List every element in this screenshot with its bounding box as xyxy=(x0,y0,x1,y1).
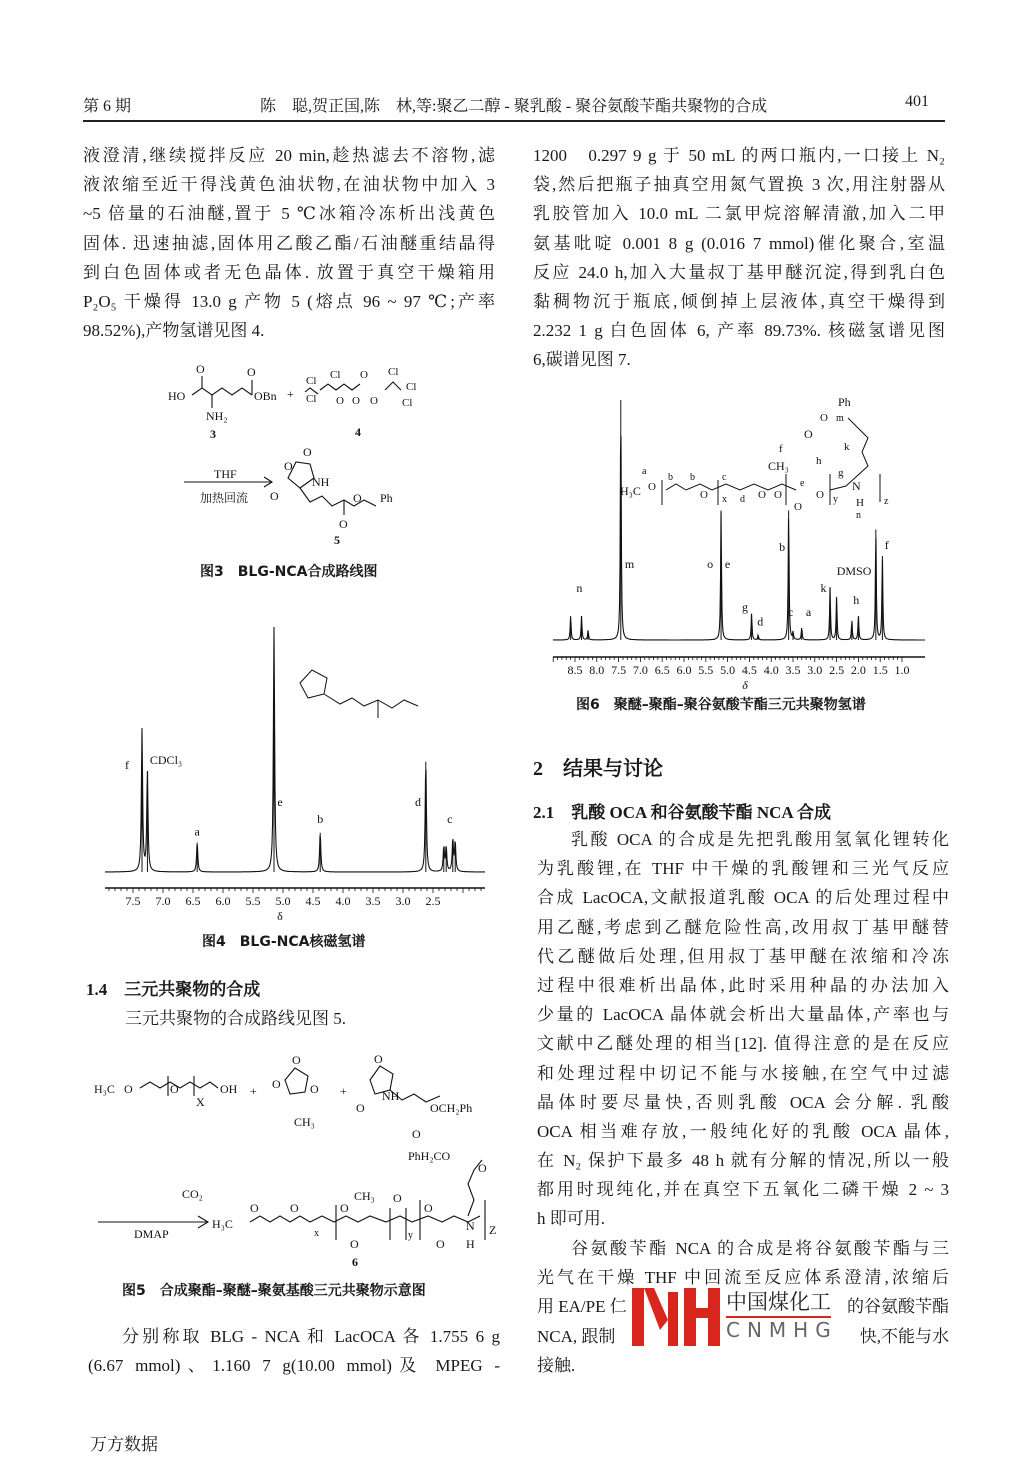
atom-label: O xyxy=(272,1077,281,1091)
text-line: 2.232 1 g 白色固体 6, 产率 89.73%. 核磁氢谱见图 xyxy=(533,321,945,341)
atom-label: Cl xyxy=(388,366,399,378)
subscript-label: y xyxy=(833,494,838,505)
text-line: (6.67 mmol)、1.160 7 g(10.00 mmol)及 MPEG - xyxy=(88,1356,500,1376)
x-tick-label: 6.5 xyxy=(654,663,670,677)
peak-label: g xyxy=(742,600,749,615)
peak-label: c xyxy=(447,812,453,826)
subscript-label: y xyxy=(408,1230,413,1241)
peak-label: d xyxy=(415,794,421,809)
text-line: 合成 LacOCA,文献报道乳酸 OCA 的后处理过程中 xyxy=(537,888,949,908)
atom-label: O xyxy=(336,395,344,407)
atom-label: NH₂ xyxy=(206,409,228,423)
figure-3-scheme xyxy=(150,360,450,555)
peak-label: n xyxy=(576,581,583,595)
peak-label: m xyxy=(624,557,635,571)
atom-label: Cl xyxy=(330,369,341,381)
atom-label: O xyxy=(700,489,708,501)
condition-label: 加热回流 xyxy=(200,491,249,505)
atom-label: O xyxy=(758,489,766,501)
atom-label: Ph xyxy=(380,491,393,505)
atom-label: Cl xyxy=(406,381,417,393)
compound-number: 4 xyxy=(355,425,361,439)
peak-label: e xyxy=(277,794,283,809)
text-line: 液浓缩至近干得浅黄色油状物,在油状物中加入 3 xyxy=(83,175,495,195)
peak-label: DMSO xyxy=(836,564,872,579)
figure-5-scheme xyxy=(90,1050,510,1270)
section-2-heading: 2 结果与讨论 xyxy=(533,758,663,780)
watermark-name: 中国煤化工 xyxy=(726,1286,831,1318)
x-tick-label: 3.0 xyxy=(395,894,411,908)
x-tick-label: 3.5 xyxy=(365,894,381,908)
proton-label: c xyxy=(722,472,727,483)
x-tick-label: 5.0 xyxy=(720,663,736,677)
x-tick-label: 6.0 xyxy=(215,894,231,908)
x-tick-label: 3.5 xyxy=(785,663,801,677)
x-axis-label: δ xyxy=(742,678,748,692)
atom-label: O xyxy=(424,1201,433,1215)
atom-label: O xyxy=(310,1082,319,1096)
text-fragment: 快,不能与水 xyxy=(859,1326,949,1346)
text-line: 都用时现纯化,并在真空下五氧化二磷干燥 2 ~ 3 xyxy=(537,1180,949,1200)
atom-label: O xyxy=(250,1201,259,1215)
x-tick-label: 4.0 xyxy=(335,894,351,908)
plus-sign: + xyxy=(250,1084,257,1098)
atom-label: CH₃ xyxy=(768,459,789,473)
section-2-1-heading: 2.1 乳酸 OCA 和谷氨酸苄酯 NCA 合成 xyxy=(533,803,831,822)
text-line: 为乳酸锂,在 THF 中干燥的乳酸锂和三光气反应 xyxy=(537,859,949,879)
left-paragraph-1 xyxy=(83,141,495,345)
atom-label: O xyxy=(340,1201,349,1215)
atom-label: O xyxy=(196,362,205,376)
atom-label: O xyxy=(339,517,348,531)
proton-label: b xyxy=(668,472,673,483)
figure-4-structure xyxy=(300,670,418,718)
peak-label: e xyxy=(724,557,731,571)
figure-6-caption: 图6 聚醚–聚酯–聚谷氨酸苄酯三元共聚物氢谱 xyxy=(576,697,866,713)
proton-label: n xyxy=(856,510,861,521)
peak-label: b xyxy=(779,540,786,555)
text-line: 6,碳谱见图 7. xyxy=(533,350,631,370)
atom-label: Cl xyxy=(402,397,413,409)
left-paragraph-2 xyxy=(88,1322,500,1380)
section-1-4-text: 三元共聚物的合成路线见图 5. xyxy=(125,1009,346,1028)
atom-label: NH xyxy=(382,1089,400,1103)
text-line: 文献中乙醚处理的相当[12]. 值得注意的是在反应 xyxy=(537,1034,949,1054)
text-line: 过程中很难析出晶体,此时采用种晶的办法加入 xyxy=(537,975,949,995)
text-line: 分别称取 BLG - NCA 和 LacOCA 各 1.755 6 g xyxy=(122,1327,500,1346)
proton-label: g xyxy=(838,467,844,479)
atom-label: O xyxy=(290,1201,299,1215)
x-tick-label: 8.0 xyxy=(589,663,605,677)
peak-label: h xyxy=(853,593,860,607)
atom-label: O xyxy=(303,445,312,459)
text-line: 代乙醚做后处理,但用叔丁基甲醚在浓缩和冷冻 xyxy=(537,946,949,966)
peak-label: o xyxy=(707,557,714,571)
atom-label: O xyxy=(370,395,378,407)
proton-label: d xyxy=(740,494,745,505)
text-line: 用乙醚,考虑到乙醚危险性高,改用叔丁基甲醚替 xyxy=(537,917,949,937)
text-line: 袋,然后把瓶子抽真空用氮气置换 3 次,用注射器从 xyxy=(533,175,945,195)
atom-label: CH₃ xyxy=(354,1189,375,1203)
peak-label: d xyxy=(757,614,764,629)
x-tick-label: 1.5 xyxy=(872,663,888,677)
x-tick-label: 7.0 xyxy=(632,663,648,677)
reagent-label: CO₂ xyxy=(182,1187,203,1201)
compound-number: 5 xyxy=(334,533,340,547)
atom-label: O xyxy=(478,1161,487,1175)
atom-label: O xyxy=(247,365,256,379)
footer-source: 万方数据 xyxy=(90,1435,158,1455)
x-tick-label: 1.0 xyxy=(894,663,910,677)
peak-label: a xyxy=(805,605,812,619)
atom-label: N xyxy=(852,479,861,493)
text-line: 在 N₂ 保护下最多 48 h 就有分解的情况,所以一般 xyxy=(537,1151,949,1171)
text-line: 少量的 LacOCA 晶体就会析出大量晶体,产率也与 xyxy=(537,1005,949,1025)
compound-number: 3 xyxy=(210,427,216,441)
atom-label: O xyxy=(436,1237,445,1251)
peak-label: f xyxy=(125,758,129,773)
atom-label: H₃C xyxy=(620,484,641,498)
atom-label: O xyxy=(292,1053,301,1067)
atom-label: O xyxy=(360,369,368,381)
subscript-label: z xyxy=(884,496,889,507)
spectrum-trace xyxy=(553,436,925,640)
figure-6-nmr-spectrum xyxy=(550,390,930,695)
peak-label: k xyxy=(820,581,827,595)
text-line: 和处理过程中切记不能与水接触,在空气中过滤 xyxy=(537,1063,949,1083)
x-tick-label: 3.0 xyxy=(807,663,823,677)
atom-label: N xyxy=(466,1219,475,1233)
compound-number: 6 xyxy=(352,1255,358,1269)
atom-label: O xyxy=(350,1237,359,1251)
atom-label: O xyxy=(794,501,802,513)
text-line: 乳胶管加入 10.0 mL 二氯甲烷溶解清澈,加入二甲 xyxy=(533,204,945,224)
text-line: 固体. 迅速抽滤,固体用乙酸乙酯/石油醚重结晶得 xyxy=(83,233,495,253)
atom-label: O xyxy=(353,491,362,505)
text-line: 谷氨酸苄酯 NCA 的合成是将谷氨酸苄酯与三 xyxy=(571,1239,949,1258)
text-fragment: 的谷氨酸苄酯 xyxy=(847,1297,949,1317)
atom-label: O xyxy=(170,1082,179,1096)
atom-label: CH₃ xyxy=(294,1115,315,1129)
peak-label: f xyxy=(884,537,889,552)
atom-label: H xyxy=(856,497,864,509)
proton-label: k xyxy=(844,441,850,453)
watermark-abbr: CNMHG xyxy=(726,1318,838,1342)
atom-label: O xyxy=(820,412,828,424)
peak-label: a xyxy=(194,824,200,839)
peak-label: c xyxy=(787,605,794,619)
spectrum-trace xyxy=(105,627,485,872)
atom-label: H xyxy=(466,1237,475,1251)
figure-4-caption: 图4 BLG-NCA核磁氢谱 xyxy=(202,934,366,950)
text-line: 到白色固体或者无色晶体. 放置于真空干燥箱用 xyxy=(83,262,495,282)
proton-label: f xyxy=(779,443,783,455)
x-tick-label: 4.0 xyxy=(763,663,779,677)
atom-label: OCH₂Ph xyxy=(430,1101,473,1115)
text-line: 98.52%),产物氢谱见图 4. xyxy=(83,321,265,341)
watermark-logo xyxy=(630,1284,720,1346)
atom-label: HO xyxy=(168,389,186,403)
text-line: 晶体时要尽量快,否则乳酸 OCA 会分解. 乳酸 xyxy=(537,1092,949,1112)
text-line: h 即可用. xyxy=(537,1209,605,1229)
running-title: 陈 聪,贺正国,陈 林,等:聚乙二醇 - 聚乳酸 - 聚谷氨酸苄酯共聚物的合成 xyxy=(260,98,768,115)
atom-label: O xyxy=(284,459,293,473)
x-tick-label: 7.5 xyxy=(125,894,141,908)
text-line: 1200 0.297 9 g 于 50 mL 的两口瓶内,一口接上 N₂ xyxy=(533,146,945,165)
atom-label: O xyxy=(270,489,279,503)
proton-label: m xyxy=(836,413,844,424)
proton-label: a xyxy=(642,466,647,477)
atom-label: O xyxy=(412,1127,421,1141)
subscript-label: Z xyxy=(489,1223,497,1237)
atom-label: O xyxy=(648,481,656,493)
text-line: 乳酸 OCA 的合成是先把乳酸用氢氧化锂转化 xyxy=(571,830,949,849)
text-line: 接触. xyxy=(537,1355,576,1375)
atom-label: H₃C xyxy=(212,1217,233,1231)
text-line: OCA 相当难存放,一般纯化好的乳酸 OCA 晶体, xyxy=(537,1121,949,1141)
atom-label: PhH₂CO xyxy=(408,1149,451,1163)
text-line: ~5 倍量的石油醚,置于 5 ℃冰箱冷冻析出浅黄色 xyxy=(83,204,495,224)
x-tick-label: 2.5 xyxy=(829,663,845,677)
plus-sign: + xyxy=(340,1084,347,1098)
x-tick-label: 4.5 xyxy=(305,894,321,908)
x-tick-label: 2.5 xyxy=(425,894,441,908)
proton-label: h xyxy=(816,455,822,467)
atom-label: OBn xyxy=(254,389,277,403)
atom-label: O xyxy=(393,1191,402,1205)
peak-label: b xyxy=(317,812,324,826)
reagent-label: DMAP xyxy=(134,1227,169,1241)
text-line: P₂O₅ 干燥得 13.0 g 产物 5 (熔点 96 ~ 97 ℃;产率 xyxy=(83,291,495,311)
text-line: 氨基吡啶 0.001 8 g (0.016 7 mmol)催化聚合,室温 xyxy=(533,233,945,253)
atom-label: O xyxy=(124,1082,133,1096)
atom-label: O xyxy=(774,489,782,501)
x-tick-label: 7.0 xyxy=(155,894,171,908)
text-fragment: 用 EA/PE 仁 xyxy=(537,1297,627,1317)
x-tick-label: 7.5 xyxy=(611,663,627,677)
subscript-label: x xyxy=(722,494,727,505)
plus-sign: + xyxy=(287,387,294,401)
atom-label: H₃C xyxy=(94,1082,115,1096)
text-line: 光气在干燥 THF 中回流至反应体系澄清,浓缩后 xyxy=(537,1268,949,1288)
x-tick-label: 5.5 xyxy=(698,663,714,677)
proton-label: b xyxy=(690,472,695,483)
atom-label: Cl xyxy=(306,375,317,387)
x-tick-label: 4.5 xyxy=(741,663,757,677)
subscript-label: X xyxy=(196,1095,205,1109)
x-tick-label: 5.0 xyxy=(275,894,291,908)
right-paragraph-2 xyxy=(537,825,949,1234)
x-tick-label: 6.0 xyxy=(676,663,692,677)
x-axis-label: δ xyxy=(277,909,283,923)
atom-label: NH xyxy=(312,475,330,489)
x-tick-label: 8.5 xyxy=(567,663,583,677)
figure-5-caption: 图5 合成聚酯–聚醚–聚氨基酸三元共聚物示意图 xyxy=(122,1283,426,1299)
atom-label: OH xyxy=(220,1082,238,1096)
atom-label: O xyxy=(356,1101,365,1115)
text-line: 液澄清,继续搅拌反应 20 min,趁热滤去不溶物,滤 xyxy=(83,146,495,165)
atom-label: Cl xyxy=(306,393,317,405)
proton-label: e xyxy=(800,478,805,489)
atom-label: O xyxy=(352,395,360,407)
header-rule xyxy=(83,120,945,122)
figure-3-caption: 图3 BLG-NCA合成路线图 xyxy=(200,564,378,580)
atom-label: O xyxy=(804,427,813,441)
issue-number: 第 6 期 xyxy=(83,98,132,115)
figure-4-nmr-spectrum xyxy=(100,620,490,925)
atom-label: Ph xyxy=(838,395,851,409)
text-line: 反应 24.0 h,加入大量叔丁基甲醚沉淀,得到乳白色 xyxy=(533,262,945,282)
right-paragraph-1 xyxy=(533,141,945,375)
atom-label: O xyxy=(816,489,824,501)
section-1-4-heading: 1.4 三元共聚物的合成 xyxy=(86,980,261,999)
atom-label: O xyxy=(374,1052,383,1066)
text-fragment: NCA, 跟制 xyxy=(537,1326,616,1346)
text-line: 黏稠物沉于瓶底,倾倒掉上层液体,真空干燥得到 xyxy=(533,291,945,311)
subscript-label: x xyxy=(314,1228,319,1239)
page-number: 401 xyxy=(905,93,929,110)
peak-label: CDCl₃ xyxy=(149,753,183,768)
reagent-label: THF xyxy=(214,467,237,481)
x-tick-label: 5.5 xyxy=(245,894,261,908)
x-tick-label: 2.0 xyxy=(850,663,866,677)
x-tick-label: 6.5 xyxy=(185,894,201,908)
